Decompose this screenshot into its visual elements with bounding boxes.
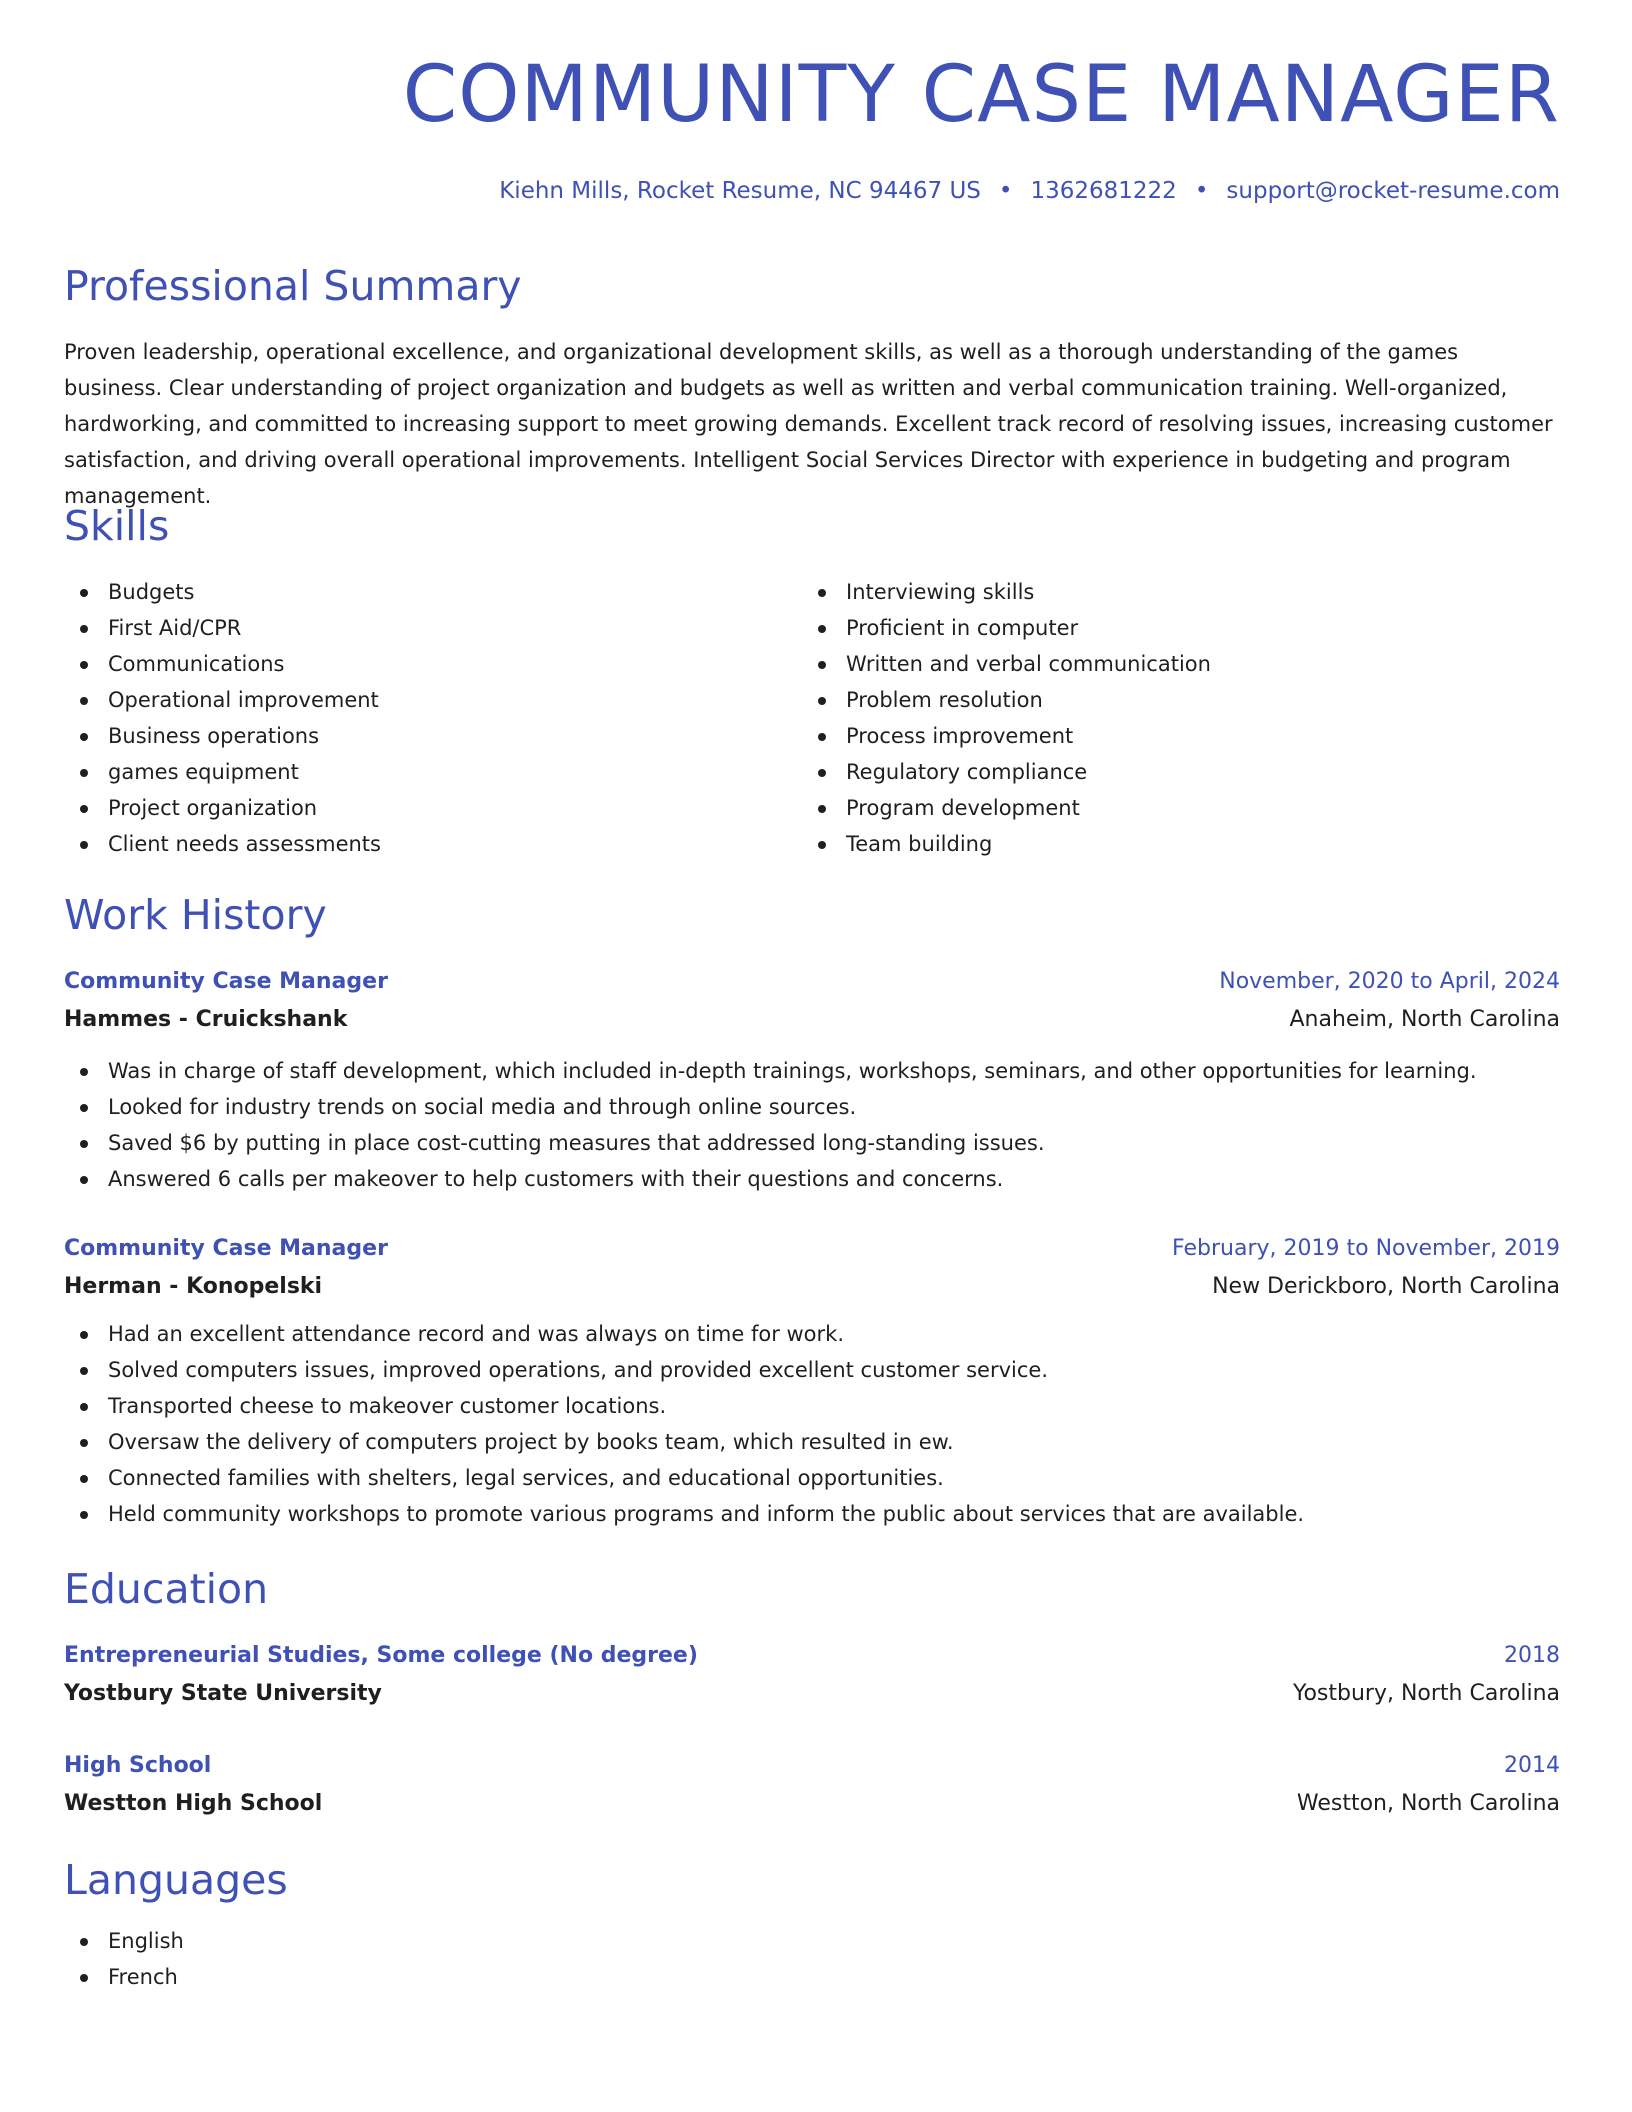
contact-phone: 1362681222 — [1030, 178, 1177, 204]
skill-item: Proficient in computer — [802, 610, 1211, 646]
contact-separator: • — [1194, 178, 1209, 204]
job-dates: November, 2020 to April, 2024 — [1219, 969, 1560, 994]
education-entry — [64, 1747, 1560, 1823]
education-school-row — [64, 1675, 1560, 1713]
job-bullet: Connected families with shelters, legal services, and educational opportunities. — [64, 1460, 1560, 1496]
skills-list-left — [64, 574, 381, 862]
job-title: Community Case Manager — [64, 969, 388, 994]
contact-line — [499, 180, 1560, 203]
job-bullets — [64, 1053, 1560, 1197]
skill-item: Program development — [802, 790, 1211, 826]
job-header-row — [64, 963, 1560, 1001]
education-degree: High School — [64, 1753, 212, 1778]
education-entry — [64, 1637, 1560, 1713]
job-bullet: Oversaw the delivery of computers project by books team, which resulted in ew. — [64, 1424, 1560, 1460]
education-year: 2014 — [1504, 1753, 1560, 1778]
skill-item: games equipment — [64, 754, 381, 790]
education-school-row — [64, 1785, 1560, 1823]
job-company: Herman - Konopelski — [64, 1274, 323, 1299]
skill-item: Client needs assessments — [64, 826, 381, 862]
skill-item: Interviewing skills — [802, 574, 1211, 610]
contact-address: Kiehn Mills, Rocket Resume, NC 94467 US — [499, 178, 981, 204]
job-bullet: Answered 6 calls per makeover to help customers with their questions and concerns. — [64, 1161, 1560, 1197]
resume-title: COMMUNITY CASE MANAGER — [402, 50, 1560, 140]
job-company: Hammes - Cruickshank — [64, 1007, 348, 1032]
education-heading: Education — [64, 1565, 269, 1613]
skill-item: Operational improvement — [64, 682, 381, 718]
education-location: Westton, North Carolina — [1296, 1791, 1560, 1816]
job-dates: February, 2019 to November, 2019 — [1172, 1236, 1560, 1261]
education-school: Yostbury State University — [64, 1681, 382, 1706]
skill-item: Team building — [802, 826, 1211, 862]
contact-email: support@rocket-resume.com — [1226, 178, 1560, 204]
skill-item: Written and verbal communication — [802, 646, 1211, 682]
skill-item: Regulatory compliance — [802, 754, 1211, 790]
summary-heading: Professional Summary — [64, 262, 522, 310]
job-bullet: Transported cheese to makeover customer locations. — [64, 1388, 1560, 1424]
skill-item: Business operations — [64, 718, 381, 754]
skills-list-right — [802, 574, 1211, 862]
work-heading: Work History — [64, 891, 327, 939]
job-bullet: Was in charge of staff development, which included in-depth trainings, workshops, seminars, and other opportunities for learning. — [64, 1053, 1560, 1089]
job-company-row — [64, 1001, 1560, 1039]
languages-heading: Languages — [64, 1856, 288, 1904]
education-year: 2018 — [1504, 1643, 1560, 1668]
skill-item: Process improvement — [802, 718, 1211, 754]
language-item: French — [64, 1959, 184, 1995]
job-header-row — [64, 1230, 1560, 1268]
education-location: Yostbury, North Carolina — [1292, 1681, 1560, 1706]
skills-heading: Skills — [64, 502, 170, 550]
job-bullet: Saved $6 by putting in place cost-cutting measures that addressed long-standing issues. — [64, 1125, 1560, 1161]
job-entry — [64, 963, 1560, 1197]
skill-item: First Aid/CPR — [64, 610, 381, 646]
skill-item: Problem resolution — [802, 682, 1211, 718]
job-location: New Derickboro, North Carolina — [1212, 1274, 1560, 1299]
job-bullet: Held community workshops to promote various programs and inform the public about services that are available. — [64, 1496, 1560, 1532]
language-item: English — [64, 1923, 184, 1959]
contact-separator: • — [998, 178, 1013, 204]
skill-item: Communications — [64, 646, 381, 682]
skill-item: Budgets — [64, 574, 381, 610]
summary-text: Proven leadership, operational excellence, and organizational development skills, as well as a thorough understanding of the games business. Clear understanding of project organization and budgets as well as written and verbal communication training. Well-organized, hardworking, and committed to increasing support to meet growing demands. Excellent track record of resolving issues, increasing customer satisfaction, and driving overall operational improvements. Intelligent Social Services Director with experience in budgeting and program management. — [64, 340, 1553, 508]
education-header-row — [64, 1637, 1560, 1675]
languages-list — [64, 1923, 184, 1995]
education-header-row — [64, 1747, 1560, 1785]
job-bullet: Had an excellent attendance record and was always on time for work. — [64, 1316, 1560, 1352]
job-company-row — [64, 1268, 1560, 1306]
job-location: Anaheim, North Carolina — [1289, 1007, 1560, 1032]
education-degree: Entrepreneurial Studies, Some college (No degree) — [64, 1643, 698, 1668]
job-entry — [64, 1230, 1560, 1532]
job-bullet: Looked for industry trends on social media and through online sources. — [64, 1089, 1560, 1125]
job-title: Community Case Manager — [64, 1236, 388, 1261]
job-bullets — [64, 1316, 1560, 1532]
skill-item: Project organization — [64, 790, 381, 826]
education-school: Westton High School — [64, 1791, 323, 1816]
job-bullet: Solved computers issues, improved operations, and provided excellent customer service. — [64, 1352, 1560, 1388]
